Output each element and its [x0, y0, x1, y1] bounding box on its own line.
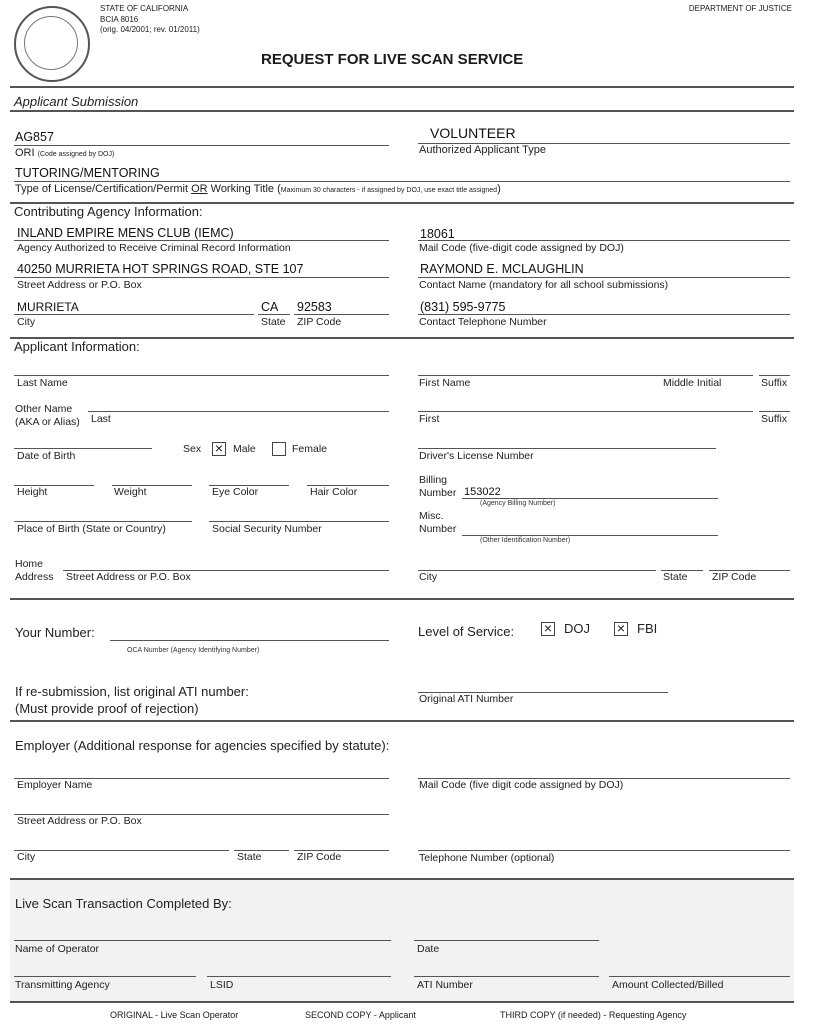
other-last-label: Last — [91, 413, 111, 425]
home-city-label: City — [419, 571, 438, 583]
sex-label: Sex — [183, 443, 202, 455]
amount-label: Amount Collected/Billed — [612, 979, 724, 991]
male-label: Male — [233, 443, 256, 455]
home-zip-label: ZIP Code — [712, 571, 757, 583]
home-state-label: State — [663, 571, 688, 583]
transmitting-agency-label: Transmitting Agency — [15, 979, 110, 991]
last-name-label: Last Name — [17, 377, 68, 389]
ori-value[interactable]: AG857 — [15, 130, 54, 144]
applicant-heading: Applicant Information: — [14, 339, 140, 354]
male-checkbox[interactable]: × — [212, 442, 226, 456]
suffix-label: Suffix — [761, 377, 788, 389]
hair-color-label: Hair Color — [310, 486, 358, 498]
mail-code-value[interactable]: 18061 — [420, 227, 455, 241]
misc-note: (Other Identification Number) — [480, 537, 571, 544]
middle-initial-label: Middle Initial — [663, 377, 722, 389]
employer-phone-label: Telephone Number (optional) — [419, 852, 555, 864]
agency-label: Agency Authorized to Receive Criminal Record Information — [17, 242, 291, 254]
home-label: Home — [15, 558, 44, 570]
state-value[interactable]: CA — [261, 300, 279, 314]
copy-second: SECOND COPY - Applicant — [305, 1010, 416, 1020]
city-label: City — [17, 316, 36, 328]
other-first-label: First — [419, 413, 440, 425]
live-scan-heading: Live Scan Transaction Completed By: — [15, 896, 232, 911]
billing-label: Billing — [419, 474, 448, 486]
zip-label: ZIP Code — [297, 316, 342, 328]
height-label: Height — [17, 486, 48, 498]
state-label: STATE OF CALIFORNIA — [100, 4, 189, 13]
employer-zip-label: ZIP Code — [297, 851, 342, 863]
copy-third: THIRD COPY (if needed) - Requesting Agency — [500, 1010, 687, 1020]
contact-value[interactable]: RAYMOND E. MCLAUGHLIN — [420, 262, 584, 276]
street-label: Street Address or P.O. Box — [17, 279, 142, 291]
doj-label: DOJ — [564, 621, 590, 636]
lsid-label: LSID — [210, 979, 234, 991]
working-title-value[interactable]: TUTORING/MENTORING — [15, 166, 160, 180]
form-id: BCIA 8016 — [100, 15, 139, 24]
ati-number-label: ATI Number — [417, 979, 473, 991]
ori-label: ORI (Code assigned by DOJ) — [15, 147, 115, 159]
fbi-checkbox[interactable]: × — [614, 622, 628, 636]
contributing-heading: Contributing Agency Information: — [14, 204, 203, 219]
form-revision: (orig. 04/2001; rev. 01/2011) — [100, 25, 200, 34]
employer-mail-code-label: Mail Code (five digit code assigned by DOJ) — [419, 779, 624, 791]
zip-value[interactable]: 92583 — [297, 300, 332, 314]
date-label: Date — [417, 943, 440, 955]
misc-number-label: Number — [419, 523, 457, 535]
copy-original: ORIGINAL - Live Scan Operator — [110, 1010, 239, 1020]
home-street-label: Street Address or P.O. Box — [66, 571, 191, 583]
female-label: Female — [292, 443, 328, 455]
level-of-service-label: Level of Service: — [418, 624, 515, 639]
other-suffix-label: Suffix — [761, 413, 788, 425]
phone-value[interactable]: (831) 595-9775 — [420, 300, 506, 314]
phone-label: Contact Telephone Number — [419, 316, 547, 328]
employer-state-label: State — [237, 851, 262, 863]
employer-name-label: Employer Name — [17, 779, 93, 791]
first-name-label: First Name — [419, 377, 471, 389]
doj-checkbox[interactable]: × — [541, 622, 555, 636]
state-label-field: State — [261, 316, 286, 328]
employer-city-label: City — [17, 851, 36, 863]
ssn-label: Social Security Number — [212, 523, 322, 535]
department-label: DEPARTMENT OF JUSTICE — [688, 4, 792, 13]
aka-label: (AKA or Alias) — [15, 416, 80, 428]
applicant-type-value[interactable]: VOLUNTEER — [430, 125, 516, 141]
contact-label: Contact Name (mandatory for all school submissions) — [419, 279, 669, 291]
other-name-label: Other Name — [15, 403, 73, 415]
city-value[interactable]: MURRIETA — [17, 300, 79, 314]
dob-label: Date of Birth — [17, 450, 76, 462]
billing-value[interactable]: 153022 — [464, 486, 501, 498]
agency-value[interactable]: INLAND EMPIRE MENS CLUB (IEMC) — [17, 226, 234, 240]
form-title: REQUEST FOR LIVE SCAN SERVICE — [261, 51, 524, 68]
employer-heading: Employer (Additional response for agencies specified by statute): — [15, 738, 390, 753]
weight-label: Weight — [114, 486, 147, 498]
billing-note: (Agency Billing Number) — [480, 500, 556, 507]
applicant-submission-heading: Applicant Submission — [14, 94, 139, 109]
misc-label: Misc. — [419, 510, 444, 522]
eye-color-label: Eye Color — [212, 486, 259, 498]
california-doj-seal-icon — [14, 6, 90, 82]
your-number-label: Your Number: — [15, 625, 95, 640]
oca-note: OCA Number (Agency Identifying Number) — [127, 647, 260, 654]
operator-label: Name of Operator — [15, 943, 100, 955]
proof-label: (Must provide proof of rejection) — [15, 701, 199, 716]
applicant-type-label: Authorized Applicant Type — [419, 144, 546, 156]
pob-label: Place of Birth (State or Country) — [17, 523, 166, 535]
street-value[interactable]: 40250 MURRIETA HOT SPRINGS ROAD, STE 107 — [17, 262, 304, 276]
resubmission-label: If re-submission, list original ATI number: — [15, 684, 249, 699]
female-checkbox[interactable] — [272, 442, 286, 456]
fbi-label: FBI — [637, 621, 658, 636]
mail-code-label: Mail Code (five-digit code assigned by DOJ) — [419, 242, 624, 254]
billing-number-label: Number — [419, 487, 457, 499]
dl-label: Driver's License Number — [419, 450, 534, 462]
original-ati-label: Original ATI Number — [419, 693, 514, 705]
employer-street-label: Street Address or P.O. Box — [17, 815, 142, 827]
address-label: Address — [15, 571, 54, 583]
working-title-label: Type of License/Certification/Permit OR Working Title (Maximum 30 characters - if assigned by DOJ, use exact title assigned) — [15, 183, 501, 195]
